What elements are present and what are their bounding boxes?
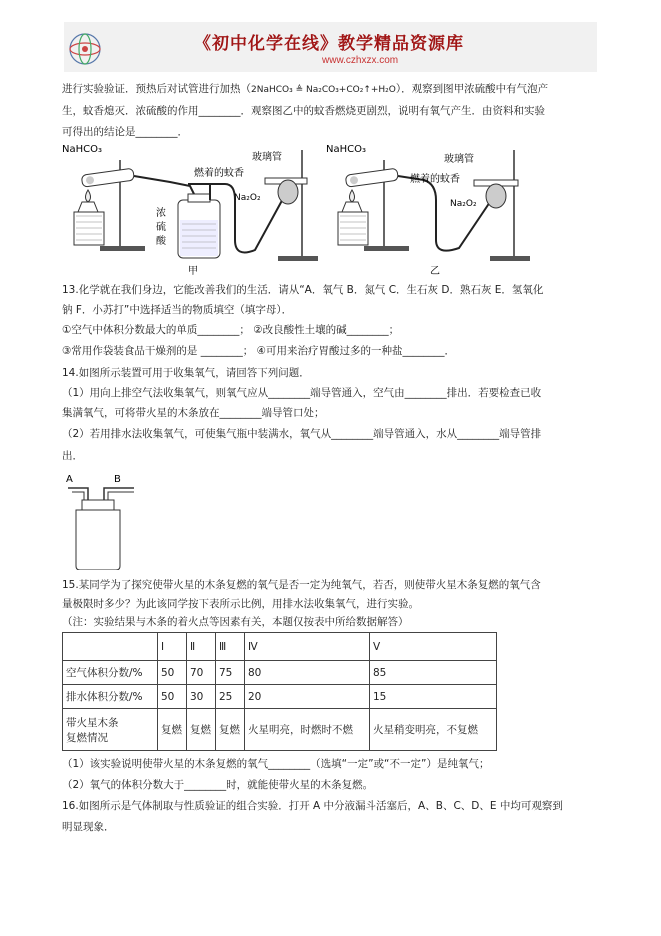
table-cell: 85: [370, 661, 497, 685]
q12-line2: 生，蚊香熄灭．浓硫酸的作用________．观察图乙中的蚊香燃烧更剧烈，说明有氧气产生．由资料和实验: [62, 105, 545, 117]
na2o2-label-b: Na₂O₂: [450, 199, 477, 209]
q15-line1: 15.某同学为了探究使带火星的木条复燃的氧气是否一定为纯氧气，若否，则使带火星木条复燃的氧气含: [62, 579, 541, 591]
table-row: [63, 661, 497, 685]
logo-icon: [68, 32, 102, 66]
table-cell: 复燃: [158, 709, 187, 751]
table-cell: 复燃: [216, 709, 245, 751]
table-cell: 排水体积分数/%: [63, 685, 158, 709]
q12-line3: 可得出的结论是________．: [62, 126, 188, 138]
label-b: B: [114, 474, 121, 485]
table-cell: Ⅳ: [245, 633, 370, 661]
nahco3-label-b: NaHCO₃: [326, 144, 366, 155]
table-row: [63, 709, 497, 751]
figure-apparatus-a: [60, 140, 328, 280]
q14-line3: 集满氧气，可将带火星的木条放在________端导管口处；: [62, 407, 325, 419]
table-cell: Ⅱ: [187, 633, 216, 661]
table-cell: Ⅲ: [216, 633, 245, 661]
q14-line2: （1）用向上排空气法收集氧气，则氧气应从________端导管通入，空气由________排出．若要检查已收: [62, 387, 542, 399]
experiment-table: [62, 632, 497, 751]
table-row: [63, 685, 497, 709]
table-cell: 15: [370, 685, 497, 709]
acid-label-1: 浓: [156, 208, 166, 219]
q14-line1: 14.如图所示装置可用于收集氧气，请回答下列问题．: [62, 367, 310, 379]
table-cell: Ⅰ: [158, 633, 187, 661]
table-cell: 25: [216, 685, 245, 709]
table-cell: 30: [187, 685, 216, 709]
na2o2-label: Na₂O₂: [234, 193, 261, 203]
table-header-row: [63, 633, 497, 661]
table-cell: 20: [245, 685, 370, 709]
table-cell: 空气体积分数/%: [63, 661, 158, 685]
table-cell: 火星明亮，时燃时不燃: [245, 709, 370, 751]
q13-line4: ③常用作袋装食品干燥剂的是 ________； ④可用来治疗胃酸过多的一种盐________．: [62, 345, 456, 357]
q15-q1: （1）该实验说明使带火星的木条复燃的氧气________（选填“一定”或“不一定”）是纯氧气；: [62, 758, 490, 770]
header-banner: [64, 22, 597, 72]
q15-line2: 量极限时多少？为此该同学按下表所示比例，用排水法收集氧气，进行实验。: [62, 598, 419, 610]
table-cell: 50: [158, 661, 187, 685]
table-cell: 75: [216, 661, 245, 685]
table-cell: 50: [158, 685, 187, 709]
q13-line2: 钠 F．小苏打”中选择适当的物质填空（填字母）．: [62, 304, 293, 316]
label-a: A: [66, 474, 73, 485]
table-cell: 复燃: [187, 709, 216, 751]
figure-gas-bottle: [60, 470, 140, 570]
table-cell: Ⅴ: [370, 633, 497, 661]
glass-tube-label: 玻璃管: [252, 152, 282, 163]
table-cell: 80: [245, 661, 370, 685]
glass-tube-label-b: 玻璃管: [444, 154, 474, 165]
table-cell: [63, 633, 158, 661]
q15-q2: （2）氧气的体积分数大于________时，就能使带火星的木条复燃。: [62, 779, 374, 791]
equation: 2NaHCO₃ ≜ Na₂CO₃+CO₂↑+H₂O: [251, 85, 396, 95]
q16-line2: 明显现象．: [62, 821, 115, 833]
banner-url: www.czhxzx.com: [322, 55, 399, 66]
q13-line1: 13.化学就在我们身边，它能改善我们的生活．请从“A．氧气 B．氮气 C．生石灰 D．熟石灰 E．氢氧化: [62, 284, 544, 296]
q16-line1: 16.如图所示是气体制取与性质验证的组合实验．打开 A 中分液漏斗活塞后，A、B、C、D、E 中均可观察到: [62, 800, 563, 812]
incense-label-b: 燃着的蚊香: [410, 174, 460, 185]
q15-note: （注：实验结果与木条的着火点等因素有关，本题仅按表中所给数据解答）: [62, 616, 409, 628]
table-cell: 带火星木条 复燃情况: [63, 709, 158, 751]
caption-a: 甲: [188, 266, 198, 277]
incense-label: 燃着的蚊香: [194, 168, 244, 179]
q12-line1: 进行实验验证．预热后对试管进行加热（2NaHCO₃ ≜ Na₂CO₃+CO₂↑+H₂O）．观察到图甲浓硫酸中有气泡产: [62, 83, 549, 95]
figure-apparatus-b: [324, 140, 536, 280]
banner-title: 《初中化学在线》教学精品资源库: [194, 34, 464, 54]
acid-label-3: 酸: [156, 236, 166, 247]
acid-label-2: 硫: [156, 222, 166, 233]
q14-line5: 出．: [62, 450, 83, 462]
q13-line3: ①空气中体积分数最大的单质________； ②改良酸性土壤的碱________；: [62, 324, 400, 336]
table-cell: 70: [187, 661, 216, 685]
caption-b: 乙: [430, 266, 440, 277]
nahco3-label: NaHCO₃: [62, 144, 102, 155]
q14-line4: （2）若用排水法收集氧气，可使集气瓶中装满水，氧气从________端导管通入，水从________端导管排: [62, 428, 542, 440]
table-cell: 火星稍变明亮，不复燃: [370, 709, 497, 751]
